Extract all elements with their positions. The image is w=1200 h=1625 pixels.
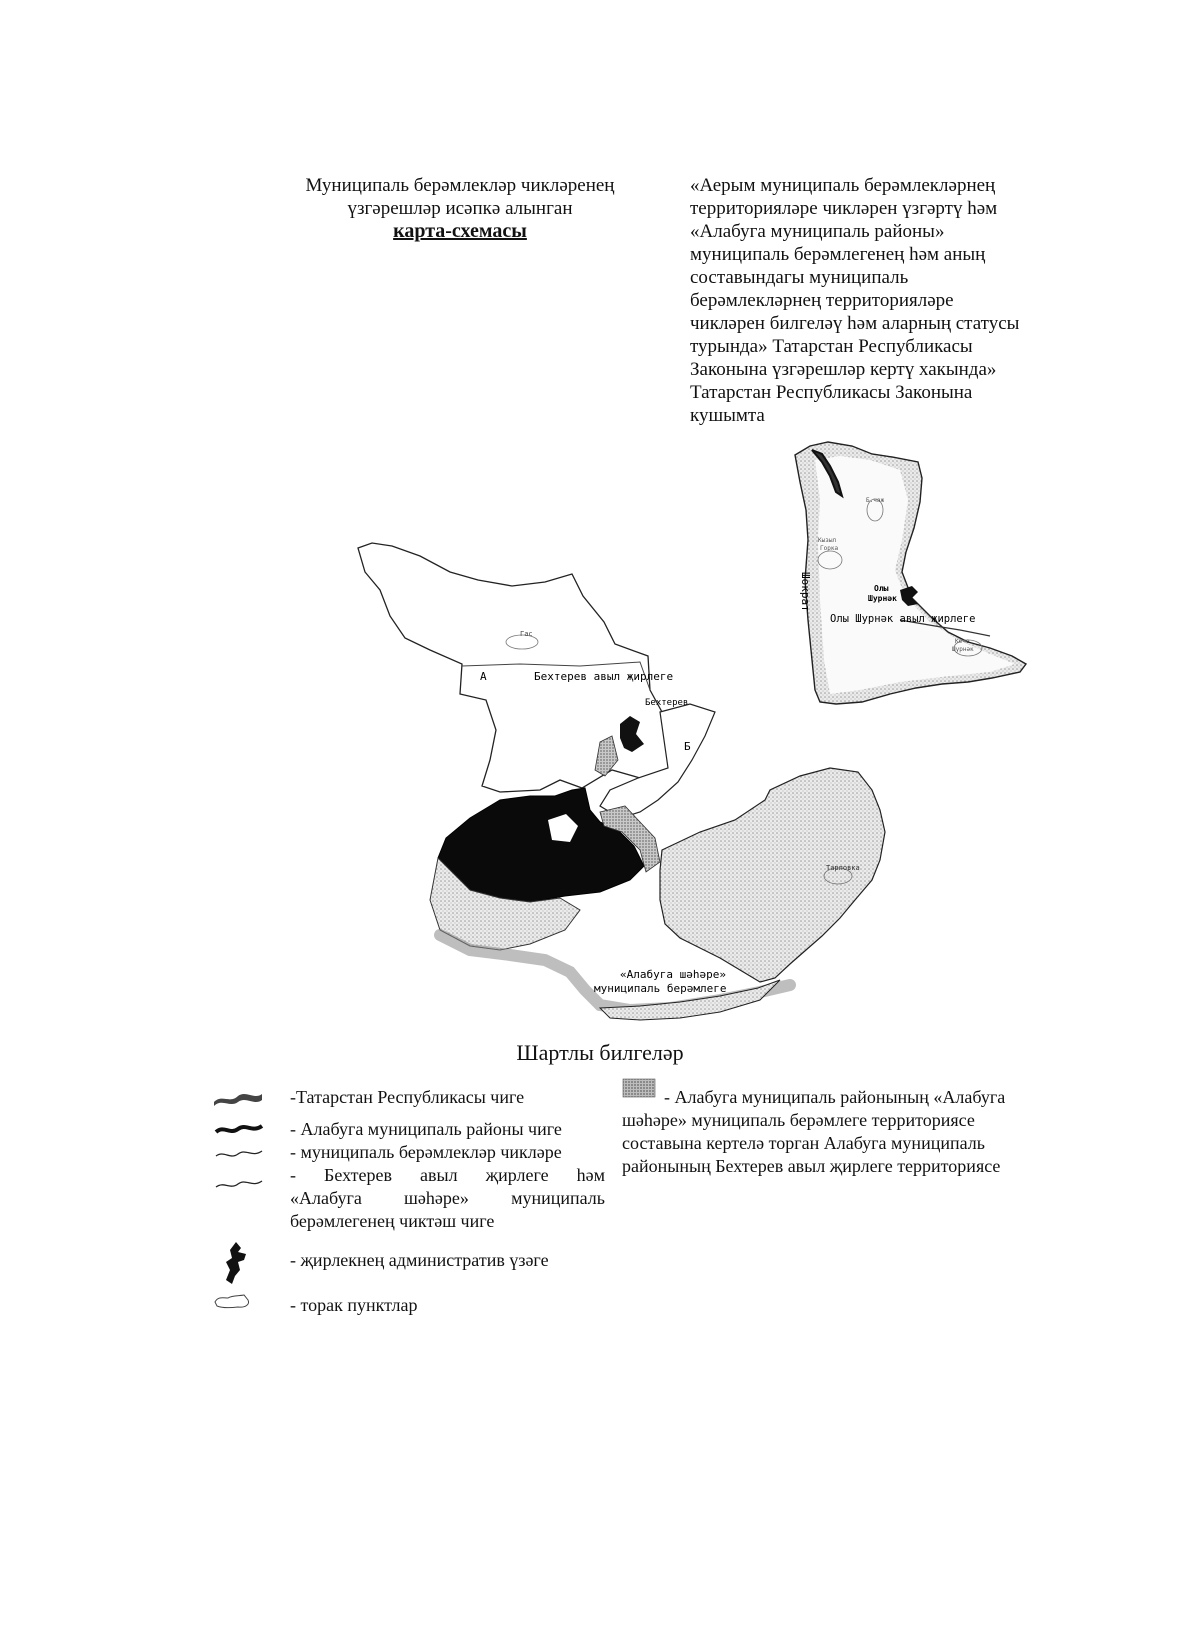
legend-transferred-4: районының Бехтерев авыл җирлеге территориясе: [622, 1156, 1001, 1176]
map-label-shokrat: Шократ: [799, 572, 812, 612]
map-label-small: Шурнәк: [952, 646, 974, 653]
legend-transferred-1: - Алабуга муниципаль районының «Алабуга: [664, 1087, 1006, 1107]
legend-admin-center: - җирлекнең административ үзәге: [290, 1250, 549, 1270]
annex-note: [690, 174, 1070, 427]
annex-line: муниципаль берәмлегенең һәм аның: [690, 244, 986, 265]
transferred-territory-icon: [622, 1078, 656, 1098]
map-label-bekhterev-settlement: Бехтерев авыл җирлеге: [534, 670, 674, 683]
legend-settlements: - торак пунктлар: [290, 1295, 418, 1315]
annex-line: территорияләре чикләрен үзгәртү һәм: [690, 198, 998, 219]
map-label-small: Б.чаж: [866, 497, 885, 504]
legend-title: Шартлы билгеләр: [516, 1040, 684, 1065]
admin-center-icon: [222, 1240, 252, 1286]
shared-border-icon: [214, 1176, 264, 1192]
legend-shared-border-3: берәмлегенең чиктәш чиге: [290, 1211, 495, 1231]
legend-transferred-3: составына кертелә торган Алабуга муниципаль: [622, 1133, 985, 1153]
annex-line: Законына үзгәрешләр кертү хакында»: [690, 359, 997, 380]
map-label-oly-1: Олы: [874, 584, 889, 593]
map-label-alabuga-city-1: «Алабуга шәһәре»: [620, 968, 726, 981]
legend-shared-border-1: - Бехтерев авыл җирлеге һәм: [290, 1165, 605, 1185]
map-label-oly-2: Шурнәк: [868, 594, 897, 603]
legend-municipal-borders: - муниципаль берәмлекләр чикләре: [290, 1142, 562, 1162]
map-label-oly-settlement: Олы Шурнәк авыл җирлеге: [830, 613, 976, 625]
title-line-1: Муниципаль берәмлекләр чикләренең: [305, 175, 615, 196]
annex-line: чикләрен билгеләү һәм аларның статусы: [690, 313, 1020, 334]
map-label-point-a: А: [480, 670, 487, 683]
map-label-small: Горка: [820, 545, 839, 552]
annex-line: составындагы муниципаль: [690, 267, 909, 288]
annex-line: кушымта: [690, 405, 765, 426]
bekhterev-territory: [358, 543, 700, 792]
title-line-2: үзгәрешләр исәпкә алынган: [347, 198, 573, 219]
district-border-icon: [214, 1120, 264, 1138]
settlement-icon: [212, 1292, 254, 1312]
map-label-small: Кызыл: [818, 537, 837, 544]
map-scheme: [350, 440, 1090, 1040]
legend-district-border: - Алабуга муниципаль районы чиге: [290, 1119, 562, 1139]
annex-line: «Аерым муниципаль берәмлекләрнең: [690, 175, 996, 196]
annex-line: «Алабуга муниципаль районы»: [690, 221, 945, 242]
annex-line: Татарстан Республикасы Законына: [690, 382, 973, 403]
municipal-borders-icon: [214, 1146, 264, 1162]
republic-border-icon: [212, 1088, 264, 1108]
map-label-bekhterev: Бехтерев: [645, 698, 689, 708]
legend-republic-border: -Татарстан Республикасы чиге: [290, 1087, 525, 1107]
legend-shared-border-2: «Алабуга шәһәре» муниципаль: [290, 1188, 605, 1208]
title-line-3: карта-схемасы: [393, 220, 527, 242]
map-label-point-b: Б: [684, 740, 691, 753]
map-title-block: [270, 174, 650, 243]
annex-line: турында» Татарстан Республикасы: [690, 336, 973, 357]
map-label-tarlovka: Тарловка: [826, 864, 860, 872]
tarlovka-territory: [660, 768, 885, 982]
map-label-alabuga-city-2: муниципаль берәмлеге: [594, 982, 727, 995]
legend-transferred-2: шәһәре» муниципаль берәмлеге территориясе: [622, 1110, 975, 1130]
annex-line: берәмлекләрнең территорияләре: [690, 290, 954, 311]
map-label-small: Кече: [955, 638, 970, 645]
map-label-gas: Гас: [520, 630, 533, 638]
